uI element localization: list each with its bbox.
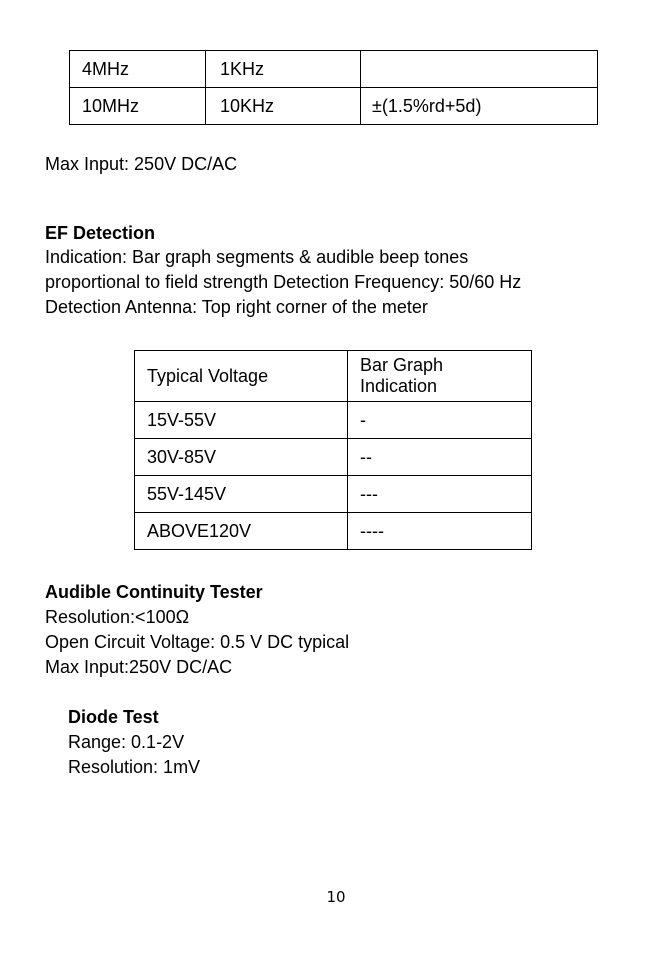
- table-cell: 55V-145V: [135, 476, 348, 513]
- table-cell: [361, 51, 598, 88]
- column-header-line: Bar Graph: [360, 355, 444, 375]
- ef-detection-line: proportional to field strength Detection Frequency: 50/60 Hz: [45, 272, 522, 292]
- ef-detection-line: Indication: Bar graph segments & audible beep tones: [45, 247, 469, 267]
- diode-line: Range: 0.1-2V: [68, 732, 185, 752]
- table-cell: 30V-85V: [135, 439, 348, 476]
- table-cell: ----: [348, 513, 532, 550]
- table-cell: 10MHz: [70, 88, 206, 125]
- table-cell: ---: [348, 476, 532, 513]
- table-row: [135, 439, 532, 476]
- table-row: [70, 51, 598, 88]
- table-cell: 15V-55V: [135, 402, 348, 439]
- page-number: 10: [326, 888, 346, 906]
- table-row: [135, 476, 532, 513]
- table-cell: 1KHz: [206, 51, 361, 88]
- continuity-line: Resolution:<100Ω: [45, 607, 190, 627]
- frequency-spec-table: [69, 50, 598, 125]
- max-input-text: Max Input: 250V DC/AC: [45, 154, 238, 174]
- table-header-row: [135, 351, 532, 402]
- table-row: [135, 402, 532, 439]
- column-header: [348, 351, 532, 402]
- table-cell: ABOVE120V: [135, 513, 348, 550]
- continuity-heading: Audible Continuity Tester: [45, 582, 263, 602]
- continuity-line: Open Circuit Voltage: 0.5 V DC typical: [45, 632, 350, 652]
- ef-voltage-table: [134, 350, 532, 550]
- table-cell: ±(1.5%rd+5d): [361, 88, 598, 125]
- column-header-line: Indication: [360, 376, 438, 396]
- ef-detection-heading: EF Detection: [45, 223, 156, 243]
- table-cell: --: [348, 439, 532, 476]
- table-row: [135, 513, 532, 550]
- table-cell: -: [348, 402, 532, 439]
- diode-line: Resolution: 1mV: [68, 757, 201, 777]
- column-header: Typical Voltage: [135, 351, 348, 402]
- table-cell: 4MHz: [70, 51, 206, 88]
- diode-heading: Diode Test: [68, 707, 159, 727]
- ef-detection-line: Detection Antenna: Top right corner of the meter: [45, 297, 428, 317]
- continuity-line: Max Input:250V DC/AC: [45, 657, 233, 677]
- table-row: [70, 88, 598, 125]
- table-cell: 10KHz: [206, 88, 361, 125]
